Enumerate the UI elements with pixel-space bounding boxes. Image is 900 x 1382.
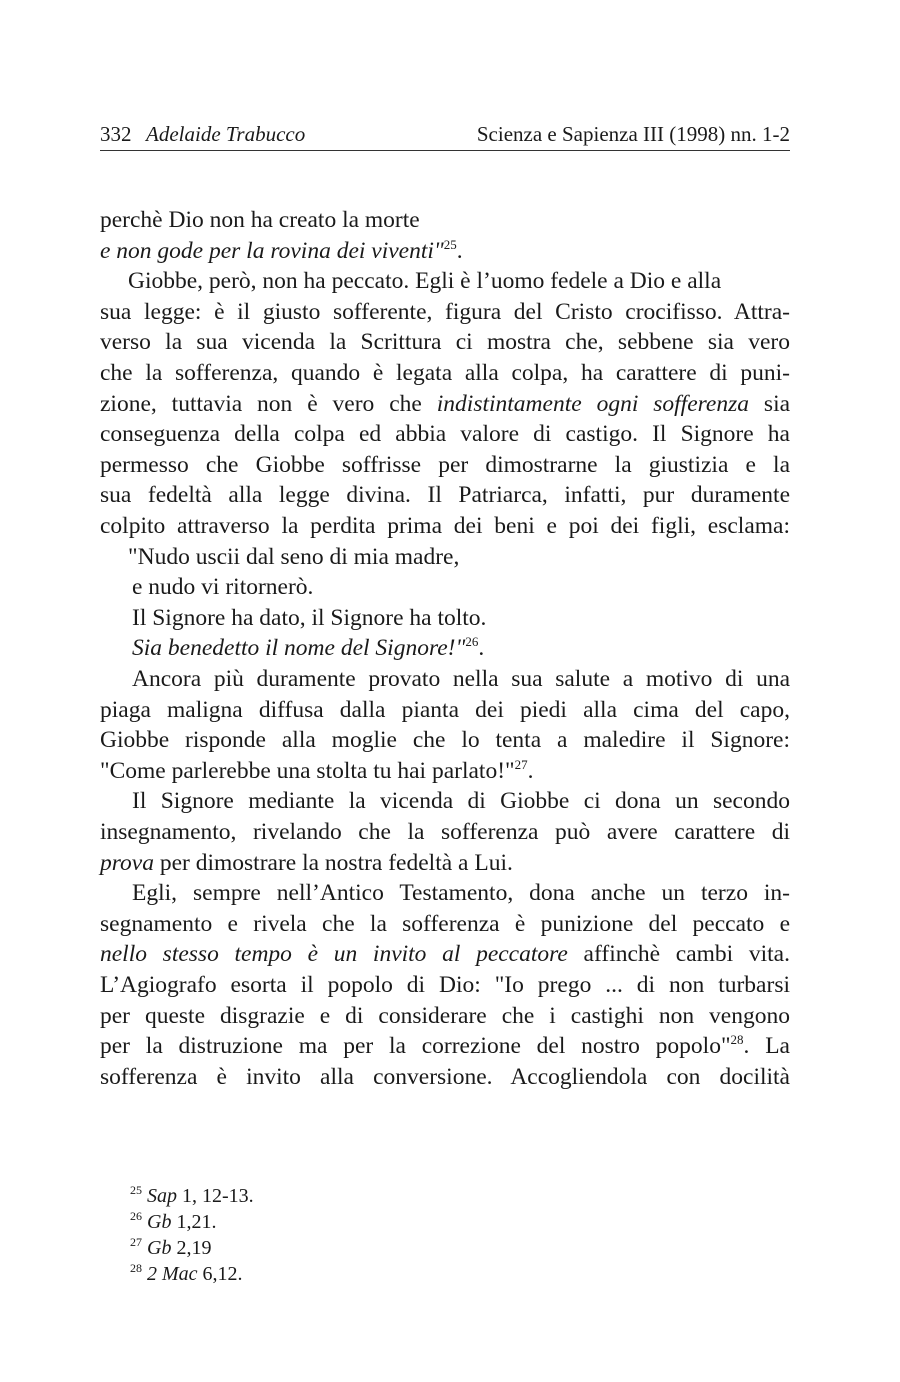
footnote — [130, 1235, 211, 1261]
text-line — [100, 848, 513, 879]
page-number: 332 — [100, 122, 132, 146]
text-line: sofferenza è invito alla conversione. Accogliendola con docilità — [100, 1063, 790, 1090]
text-segment: affinchè cambi vita. — [583, 941, 790, 968]
text-line: sua legge: è il giusto sofferente, figura del Cristo crocifisso. Attra- — [100, 298, 790, 325]
footnote-ref-text: 2,19 — [176, 1237, 212, 1259]
footnote-number: 27 — [130, 1235, 142, 1250]
emphasis-text: indistintamente ogni sofferenza — [436, 390, 749, 417]
text-line: per queste disgrazie e di considerare che i castighi non vengono — [100, 1002, 790, 1029]
running-header — [100, 120, 790, 151]
text-line: permesso che Giobbe soffrisse per dimostrarne la giustizia e la — [100, 451, 790, 478]
text-line — [100, 1031, 790, 1062]
footnote-ref: 25 — [443, 236, 457, 252]
footnote-ref: 26 — [465, 634, 479, 650]
text-line: e non gode per la rovina dei viventi"$^{25}$. — [100, 236, 463, 264]
text-line: Il Signore ha dato, il Signore ha tolto. — [132, 604, 487, 631]
text-line: colpito attraverso la perdita prima dei beni e poi dei figli, esclama: — [100, 513, 790, 539]
text-segment: per dimostrare la nostra fedeltà a Lui. — [159, 849, 513, 876]
footnote-ref: 27 — [514, 756, 528, 772]
footnote-ref: 28 — [730, 1032, 744, 1048]
footnote-book: Sap — [147, 1185, 177, 1207]
text-line: "Come parlerebbe una stolta tu hai parlato!"$^{27}$. — [100, 756, 534, 784]
footnote-ref-text: 1,21. — [176, 1211, 217, 1233]
text-line: Giobbe, però, non ha peccato. Egli è l’uomo fedele a Dio e alla — [128, 268, 722, 295]
header-journal: Scienza e Sapienza III (1998) nn. 1-2 — [476, 122, 790, 146]
text-segment: sia — [763, 390, 791, 417]
footnote — [130, 1261, 243, 1287]
header-author: Adelaide Trabucco — [146, 122, 306, 146]
text-line: conseguenza della colpa ed abbia valore di castigo. Il Signore ha — [100, 421, 790, 448]
text-line: Il Signore mediante la vicenda di Giobbe ci dona un secondo — [132, 788, 790, 815]
text-line: piaga maligna diffusa dalla pianta dei piedi alla cima del capo, — [100, 696, 790, 723]
text-line: verso la sua vicenda la Scrittura ci mostra che, sebbene sia vero — [100, 329, 790, 356]
footnote — [130, 1183, 254, 1209]
emphasis-text: prova — [100, 849, 154, 876]
text-line: "Nudo uscii dal seno di mia madre, — [128, 543, 460, 570]
footnote-book: Gb — [147, 1211, 172, 1233]
footnote-ref-text: 6,12. — [202, 1263, 243, 1285]
footnote-number: 28 — [130, 1261, 142, 1276]
text-line: insegnamento, rivelando che la sofferenza può avere carattere di — [100, 819, 790, 845]
footnote-ref-text: 1, 12-13. — [182, 1185, 254, 1207]
text-segment: zione, tuttavia non è vero che — [100, 390, 422, 417]
text-line: che la sofferenza, quando è legata alla colpa, ha carattere di puni- — [100, 360, 790, 386]
text-line: Ancora più duramente provato nella sua salute a motivo di una — [132, 666, 790, 692]
quote-text: "Come parlerebbe una stolta tu hai parlato!" — [100, 757, 515, 784]
text-line: perchè Dio non ha creato la morte — [100, 207, 420, 233]
footnote-book: Gb — [147, 1237, 172, 1259]
emphasis-text: nello stesso tempo è un invito al peccatore — [100, 941, 568, 968]
footnote — [130, 1209, 216, 1235]
text-line: Egli, sempre nell’Antico Testamento, dona anche un terzo in- — [132, 880, 790, 907]
text-line: Giobbe risponde alla moglie che lo tenta a maledire il Signore: — [100, 727, 790, 754]
footnote-number: 26 — [130, 1209, 142, 1224]
quote-text: Sia benedetto il nome del Signore!" — [132, 635, 466, 662]
text-segment: . La — [743, 1033, 790, 1060]
text-line: segnamento e rivela che la sofferenza è punizione del peccato e — [100, 910, 790, 937]
footnote-book: 2 Mac — [147, 1263, 198, 1285]
text-line: e nudo vi ritornerò. — [132, 574, 314, 601]
footnote-number: 25 — [130, 1183, 142, 1198]
quote-text: e non gode per la rovina dei viventi" — [100, 237, 444, 264]
text-segment: per la distruzione ma per la correzione del nostro popolo" — [100, 1033, 731, 1060]
text-line — [100, 939, 790, 970]
text-line: Sia benedetto il nome del Signore!"$^{26}$. — [132, 634, 485, 662]
text-line: L’Agiografo esorta il popolo di Dio: "Io prego ... di non turbarsi — [100, 972, 790, 998]
text-line: sua fedeltà alla legge divina. Il Patriarca, infatti, pur duramente — [100, 482, 790, 509]
text-segment — [100, 1033, 790, 1059]
text-line — [100, 389, 790, 420]
